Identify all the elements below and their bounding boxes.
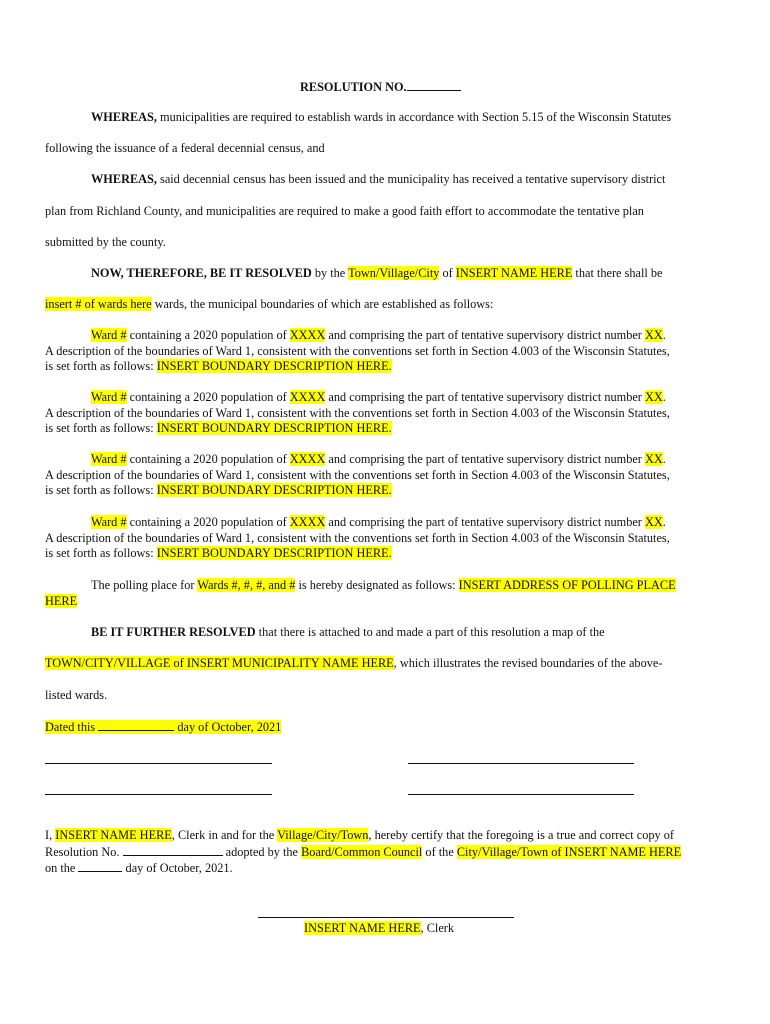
signature-line <box>408 763 634 764</box>
district-placeholder: XX <box>644 328 663 342</box>
ward-number-placeholder: Ward # <box>91 328 127 342</box>
ward-text: is set forth as follows: <box>45 359 157 373</box>
further-line-2 <box>45 656 662 671</box>
ward-text: . <box>662 515 666 529</box>
resolution-number-blank <box>407 79 461 91</box>
certify-text: , Clerk in and for the <box>171 828 278 842</box>
dated-line <box>45 719 281 735</box>
resolved-text: wards, the municipal boundaries of which are established as follows: <box>151 297 494 311</box>
boundary-placeholder: INSERT BOUNDARY DESCRIPTION HERE. <box>156 546 392 560</box>
board-placeholder: Board/Common Council <box>301 845 423 859</box>
population-placeholder: XXXX <box>289 390 326 404</box>
polling-text: The polling place for <box>91 578 198 592</box>
further-text: , which illustrates the revised boundaries of the above- <box>393 656 663 670</box>
ward-text: containing a 2020 population of <box>126 452 290 466</box>
resolved-line-1 <box>91 266 663 281</box>
municipality-name-placeholder: City/Village/Town of INSERT NAME HERE <box>456 845 682 859</box>
resolved-lead: NOW, THEREFORE, BE IT RESOLVED <box>91 266 312 280</box>
resolved-line-2 <box>45 297 493 312</box>
ward-count-placeholder: insert # of wards here <box>45 297 152 311</box>
ward-description: A description of the boundaries of Ward 1, consistent with the conventions set forth in Section 4.003 of the Wisconsin Statutes, <box>45 467 670 482</box>
ward-number-placeholder: Ward # <box>91 390 127 404</box>
whereas-text: municipalities are required to establish wards in accordance with Section 5.15 of the Wisconsin Statutes <box>156 110 672 124</box>
boundary-placeholder: INSERT BOUNDARY DESCRIPTION HERE. <box>156 483 392 497</box>
further-lead: BE IT FURTHER RESOLVED <box>91 625 256 639</box>
municipality-type-placeholder: Village/City/Town <box>277 828 369 842</box>
day-blank <box>98 719 174 731</box>
title-text: RESOLUTION NO. <box>300 80 407 94</box>
boundary-placeholder: INSERT BOUNDARY DESCRIPTION HERE. <box>156 359 392 373</box>
municipality-type-placeholder: Town/Village/City <box>348 266 440 280</box>
dated-text: day of October, 2021 <box>174 720 282 734</box>
signature-line <box>45 794 272 795</box>
municipality-name-placeholder: INSERT NAME HERE <box>455 266 573 280</box>
ward-text: . <box>662 452 666 466</box>
ward-description: A description of the boundaries of Ward 1, consistent with the conventions set forth in Section 4.003 of the Wisconsin Statutes, <box>45 530 670 545</box>
ward-text: containing a 2020 population of <box>126 390 290 404</box>
clerk-name-placeholder: INSERT NAME HERE <box>55 828 172 842</box>
resolution-title <box>300 79 461 95</box>
ward-description: A description of the boundaries of Ward 1, consistent with the conventions set forth in Section 4.003 of the Wisconsin Statutes, <box>45 405 670 420</box>
signature-line <box>408 794 634 795</box>
certify-text: of the <box>422 845 457 859</box>
ward-text: and comprising the part of tentative supervisory district number <box>325 328 645 342</box>
ward-text: is set forth as follows: <box>45 546 157 560</box>
ward-text: is set forth as follows: <box>45 483 157 497</box>
certify-text: Resolution No. <box>45 845 123 859</box>
ward-description: A description of the boundaries of Ward 1, consistent with the conventions set forth in Section 4.003 of the Wisconsin Statutes, <box>45 343 670 358</box>
resolution-number-blank <box>123 844 223 856</box>
whereas-2-line-2: plan from Richland County, and municipalities are required to make a good faith effort to accommodate the tentative plan <box>45 204 644 218</box>
dated-placeholder <box>45 720 281 734</box>
day-blank <box>78 860 122 872</box>
ward-paragraph <box>45 515 735 562</box>
further-text: that there is attached to and made a part of this resolution a map of the <box>255 625 605 639</box>
ward-text: and comprising the part of tentative supervisory district number <box>325 452 645 466</box>
whereas-text: said decennial census has been issued and the municipality has received a tentative supervisory district <box>156 172 666 186</box>
population-placeholder: XXXX <box>289 452 326 466</box>
certify-text: , hereby certify that the foregoing is a true and correct copy of <box>368 828 675 842</box>
clerk-name-placeholder: INSERT NAME HERE <box>304 921 421 935</box>
clerk-title: , Clerk <box>420 921 455 935</box>
whereas-lead: WHEREAS, <box>91 110 157 124</box>
signature-line <box>45 763 272 764</box>
certify-line-2 <box>45 844 681 860</box>
certify-text: I, <box>45 828 56 842</box>
certify-text: adopted by the <box>222 845 302 859</box>
ward-paragraph <box>45 328 735 375</box>
dated-text: Dated this <box>45 720 99 734</box>
population-placeholder: XXXX <box>289 515 326 529</box>
municipality-name-placeholder: TOWN/CITY/VILLAGE of INSERT MUNICIPALITY NAME HERE <box>45 656 394 670</box>
certify-line-1 <box>45 828 674 843</box>
polling-address-placeholder: HERE <box>45 594 78 608</box>
certify-text: on the <box>45 861 79 875</box>
ward-text: . <box>662 328 666 342</box>
ward-text: and comprising the part of tentative supervisory district number <box>325 515 645 529</box>
ward-text: and comprising the part of tentative supervisory district number <box>325 390 645 404</box>
ward-paragraph <box>45 390 735 437</box>
ward-text: . <box>662 390 666 404</box>
district-placeholder: XX <box>644 452 663 466</box>
polling-wards-placeholder: Wards #, #, #, and # <box>197 578 296 592</box>
polling-line-2 <box>45 594 77 609</box>
ward-text: is set forth as follows: <box>45 421 157 435</box>
resolved-text: that there shall be <box>572 266 663 280</box>
district-placeholder: XX <box>644 390 663 404</box>
whereas-2-line-3: submitted by the county. <box>45 235 166 249</box>
clerk-signature-line <box>258 917 514 918</box>
ward-number-placeholder: Ward # <box>91 515 127 529</box>
ward-text: containing a 2020 population of <box>126 515 290 529</box>
whereas-lead: WHEREAS, <box>91 172 157 186</box>
certify-line-3 <box>45 860 233 876</box>
ward-number-placeholder: Ward # <box>91 452 127 466</box>
further-line-1 <box>91 625 605 640</box>
clerk-signature-label <box>304 921 454 936</box>
polling-line-1 <box>91 578 676 593</box>
ward-paragraph <box>45 452 735 499</box>
boundary-placeholder: INSERT BOUNDARY DESCRIPTION HERE. <box>156 421 392 435</box>
resolved-text: by the <box>311 266 349 280</box>
population-placeholder: XXXX <box>289 328 326 342</box>
polling-address-placeholder: INSERT ADDRESS OF POLLING PLACE <box>458 578 676 592</box>
whereas-2-line-1 <box>91 172 665 187</box>
certify-text: day of October, 2021. <box>122 861 233 875</box>
polling-text: is hereby designated as follows: <box>295 578 459 592</box>
whereas-1-line-2: following the issuance of a federal decennial census, and <box>45 141 325 155</box>
whereas-1-line-1 <box>91 110 671 125</box>
district-placeholder: XX <box>644 515 663 529</box>
resolved-text: of <box>439 266 456 280</box>
further-line-3: listed wards. <box>45 688 108 702</box>
ward-text: containing a 2020 population of <box>126 328 290 342</box>
